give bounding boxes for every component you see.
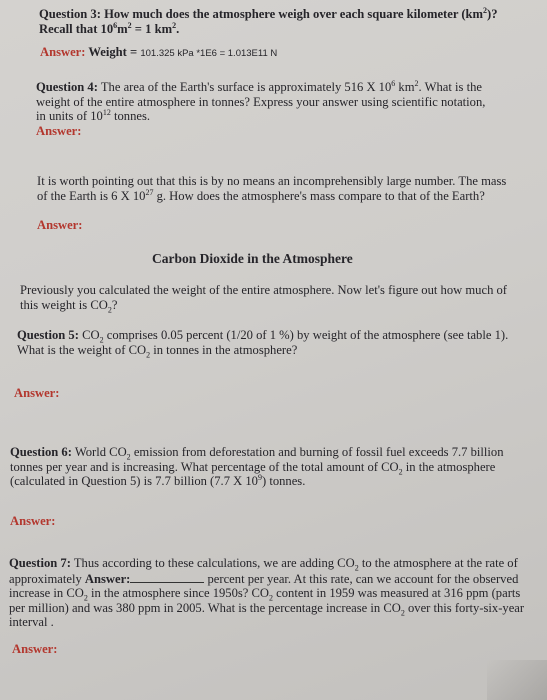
question-6-answer-label: Answer: [10,514,56,528]
question-5-label: Question 5: [17,328,79,342]
question-3-label: Question 3: [39,7,101,21]
question-7-answer-label: Answer: [12,642,58,656]
answer-blank [130,571,204,583]
question-3: Question 3: How much does the atmosphere weigh over each square kilometer $(km^2)$? Recall that $10^6m^2 = 1$ $km^2$. [39,5,498,36]
answer-label: Answer: [40,45,86,59]
section-heading: Carbon Dioxide in the Atmosphere [152,251,353,266]
question-7: Question 7: Thus according to these calculations, we are adding $CO_2$ to the atmosphere at the rate of approximately Answer: percent per year. At this rate, can we account for the observed increase in $CO_2$ in the atmosphere since 1950s? $CO_2$ content in 1959 was measured at 316 ppm (parts per million) and was 380 ppm in 2005. What is the percentage increase in $CO_2$ over this forty-six-year interval . [9,556,525,629]
question-6-label: Question 6: [10,445,72,459]
question-4: Question 4: The area of the Earth's surface is approximately 516 X $10^6$ $km^2$. What is the weight of the entire atmosphere in tonnes? Express your answer using scientific notation, in units of $10^{12}$ tonnes. [36,78,486,123]
question-4-answer-label: Answer: [36,124,82,138]
weight-calculation: 101.325 kPa *1E6 = 1.013E11 N [140,48,278,59]
section-intro: Previously you calculated the weight of the entire atmosphere. Now let's figure out how much of this weight is $CO_2$? [20,283,507,315]
note-answer-label: Answer: [37,218,83,232]
question-5-answer-label: Answer: [14,386,60,400]
inline-answer-label: Answer: [84,571,131,586]
earth-mass-note: It is worth pointing out that this is by no means an incomprehensibly large number. The mass of the Earth is 6 X $10^{27}$ g. How does the atmosphere's mass compare to that of the Earth? [37,174,507,203]
question-7-label: Question 7: [9,556,71,570]
question-6: Question 6: World $CO_2$ emission from deforestation and burning of fossil fuel exceeds 7.7 billion tonnes per year and is increasing. What percentage of the total amount of $CO_2$ in the atmosphere (calculated in Question 5) is 7.7 billion (7.7 X $10^9$) tonnes. [10,445,504,488]
question-4-label: Question 4: [36,80,98,94]
question-3-answer: Answer: Weight = 101.325 kPa *1E6 = 1.013E11 N [40,45,278,59]
page-shadow [487,660,547,700]
question-5: Question 5: $CO_2$ comprises 0.05 percent (1/20 of 1 %) by weight of the atmosphere (see table 1). What is the weight of $CO_2$ in tonnes in the atmosphere? [17,328,509,360]
